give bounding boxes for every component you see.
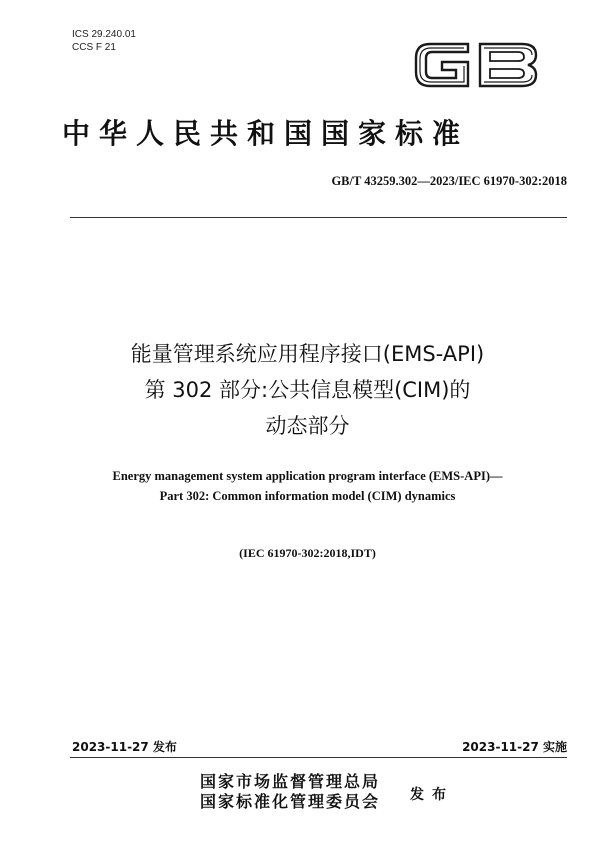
chinese-title-line: 能量管理系统应用程序接口(EMS-API): [130, 342, 485, 366]
header-divider: [70, 217, 567, 218]
standard-number: GB/T 43259.302—2023/IEC 61970-302:2018: [331, 174, 567, 188]
english-title-line: Part 302: Common information model (CIM) dynamics: [159, 489, 456, 503]
org-title: 中华人民共和国国家标准: [62, 117, 470, 150]
publisher-name: 国家市场监督管理总局: [200, 772, 381, 791]
issue-date: 2023-11-27 发布: [72, 740, 177, 754]
gb-logo-text: GB: [410, 36, 412, 37]
iec-reference: (IEC 61970-302:2018,IDT): [239, 546, 376, 560]
publishing-authorities: [200, 772, 380, 812]
english-title: [40, 466, 575, 506]
ics-code: ICS 29.240.01: [72, 29, 136, 40]
publish-label: 发布: [410, 787, 454, 803]
ccs-code: CCS F 21: [72, 42, 116, 53]
classification-codes: [72, 28, 136, 54]
publisher-name: 国家标准化管理委员会: [200, 792, 381, 811]
footer-divider: [70, 757, 567, 758]
implementation-date: 2023-11-27 实施: [462, 740, 567, 754]
chinese-title-line: 第 302 部分:公共信息模型(CIM)的: [144, 378, 471, 402]
chinese-title: [40, 336, 575, 444]
english-title-line: Energy management system application program interface (EMS-API)—: [112, 469, 503, 483]
chinese-title-line: 动态部分: [265, 414, 350, 438]
gb-logo: [410, 36, 542, 94]
